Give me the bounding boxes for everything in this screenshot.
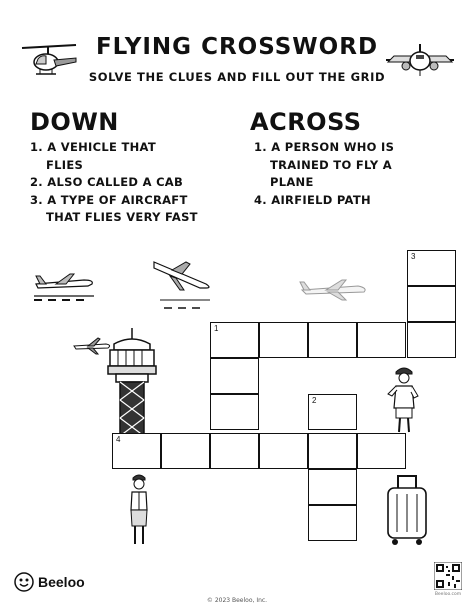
- grid-cell[interactable]: [112, 433, 161, 469]
- grid-cell[interactable]: [308, 433, 357, 469]
- qr-caption: Beeloo.com: [434, 592, 462, 597]
- down-clues: [30, 139, 198, 227]
- flight-attendant-icon: [124, 472, 154, 548]
- across-heading: ACROSS: [250, 108, 362, 136]
- clue-number-2: 2: [312, 396, 317, 405]
- grid-cell[interactable]: [357, 433, 406, 469]
- grid-cell[interactable]: [259, 322, 308, 358]
- copyright: © 2023 Beeloo, Inc.: [206, 597, 268, 604]
- helicopter-icon: [18, 42, 80, 80]
- grid-cell[interactable]: [210, 394, 259, 430]
- down-clue-3-cont: THAT FLIES VERY FAST: [46, 210, 198, 224]
- airliner-icon: [298, 276, 370, 302]
- grid-cell[interactable]: [308, 505, 357, 541]
- grid-cell[interactable]: [357, 322, 406, 358]
- pilot-icon: [386, 364, 422, 436]
- across-clue-1-cont: TRAINED TO FLY A: [270, 157, 392, 172]
- takeoff-plane-icon: [150, 256, 214, 314]
- clue-number-3: 3: [411, 252, 416, 261]
- clue-number-4: 4: [116, 435, 121, 444]
- brand-name: Beeloo: [38, 574, 85, 590]
- across-clue-4: 4. AIRFIELD PATH: [254, 192, 371, 207]
- grid-cell[interactable]: [308, 394, 357, 430]
- grid-cell[interactable]: [161, 433, 210, 469]
- across-clues: [254, 139, 394, 209]
- suitcase-icon: [382, 472, 432, 546]
- across-clue-1: 1. A PERSON WHO IS: [254, 140, 395, 154]
- down-heading: DOWN: [30, 108, 119, 136]
- qr-code-icon: [434, 562, 462, 590]
- grid-cell[interactable]: [407, 322, 456, 358]
- grid-cell[interactable]: [407, 286, 456, 322]
- grid-cell[interactable]: [259, 433, 308, 469]
- grid-cell[interactable]: [308, 322, 357, 358]
- page-title: FLYING CROSSWORD: [95, 34, 379, 60]
- page-subtitle: SOLVE THE CLUES AND FILL OUT THE GRID: [88, 70, 386, 84]
- airplane-icon: [384, 42, 456, 80]
- grid-cell[interactable]: [210, 433, 259, 469]
- down-clue-1-cont: FLIES: [46, 157, 84, 172]
- grid-cell[interactable]: [308, 469, 357, 505]
- landing-plane-icon: [30, 268, 98, 306]
- beeloo-logo-icon: [14, 572, 34, 592]
- down-clue-1: 1. A VEHICLE THAT: [30, 140, 156, 154]
- clue-number-1: 1: [214, 324, 219, 333]
- across-clue-1-cont2: PLANE: [270, 175, 314, 189]
- grid-cell[interactable]: [407, 250, 456, 286]
- down-clue-2: 2. ALSO CALLED A CAB: [30, 175, 184, 189]
- grid-cell[interactable]: [210, 322, 259, 358]
- down-clue-3: 3. A TYPE OF AIRCRAFT: [30, 192, 188, 207]
- grid-cell[interactable]: [210, 358, 259, 394]
